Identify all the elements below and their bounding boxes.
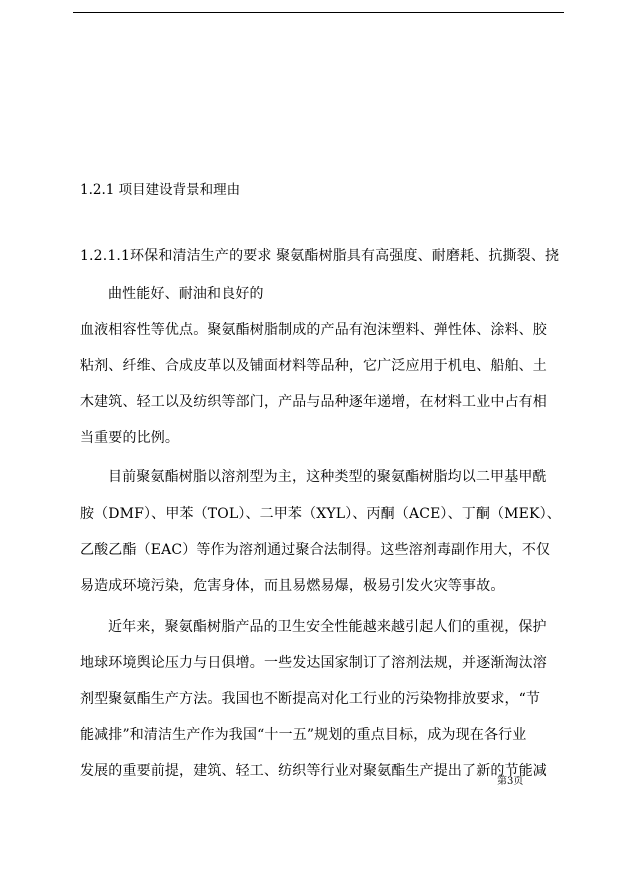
paragraph-line: 当重要的比例。 bbox=[80, 430, 180, 446]
paragraph-line: 木建筑、轻工以及纺织等部门，产品与品种逐年递增，在材料工业中占有相 bbox=[80, 394, 547, 410]
paragraph-line: 血液相容性等优点。聚氨酯树脂制成的产品有泡沫塑料、弹性体、涂料、胶 bbox=[80, 322, 547, 338]
page-number: 第3页 bbox=[497, 776, 524, 787]
paragraph-line: 易造成环境污染，危害身体，而且易燃易爆，极易引发火灾等事故。 bbox=[80, 578, 505, 594]
paragraph-line: 乙酸乙酯（EAC）等作为溶剂通过聚合法制得。这些溶剂毒副作用大，不仅 bbox=[80, 542, 551, 558]
header-rule bbox=[73, 12, 564, 13]
paragraph-line: 剂型聚氨酯生产方法。我国也不断提高对化工行业的污染物排放要求，“节 bbox=[80, 691, 541, 707]
paragraph-line: 近年来，聚氨酯树脂产品的卫生安全性能越来越引起人们的重视，保护 bbox=[108, 619, 547, 635]
paragraph-line: 发展的重要前提，建筑、轻工、纺织等行业对聚氨酯生产提出了新的节能减 bbox=[80, 763, 547, 779]
section-heading: 1.2.1 项目建设背景和理由 bbox=[80, 182, 241, 198]
paragraph-line: 目前聚氨酯树脂以溶剂型为主，这种类型的聚氨酯树脂均以二甲基甲酰 bbox=[108, 469, 547, 485]
subsection-line: 1.2.1.1环保和清洁生产的要求 聚氨酯树脂具有高强度、耐磨耗、抗撕裂、挠 bbox=[80, 248, 560, 264]
paragraph-line: 胺（DMF）、甲苯（TOL）、二甲苯（XYL）、丙酮（ACE）、丁酮（MEK）、 bbox=[80, 506, 561, 522]
subsection-line: 曲性能好、耐油和良好的 bbox=[108, 286, 264, 302]
paragraph-line: 地球环境舆论压力与日俱增。一些发达国家制订了溶剂法规，并逐渐淘汰溶 bbox=[80, 655, 547, 671]
paragraph-line: 能减排”和清洁生产作为我国“十一五”规划的重点目标，成为现在各行业 bbox=[80, 727, 527, 743]
paragraph-line: 粘剂、纤维、合成皮革以及铺面材料等品种，它广泛应用于机电、船舶、土 bbox=[80, 358, 547, 374]
